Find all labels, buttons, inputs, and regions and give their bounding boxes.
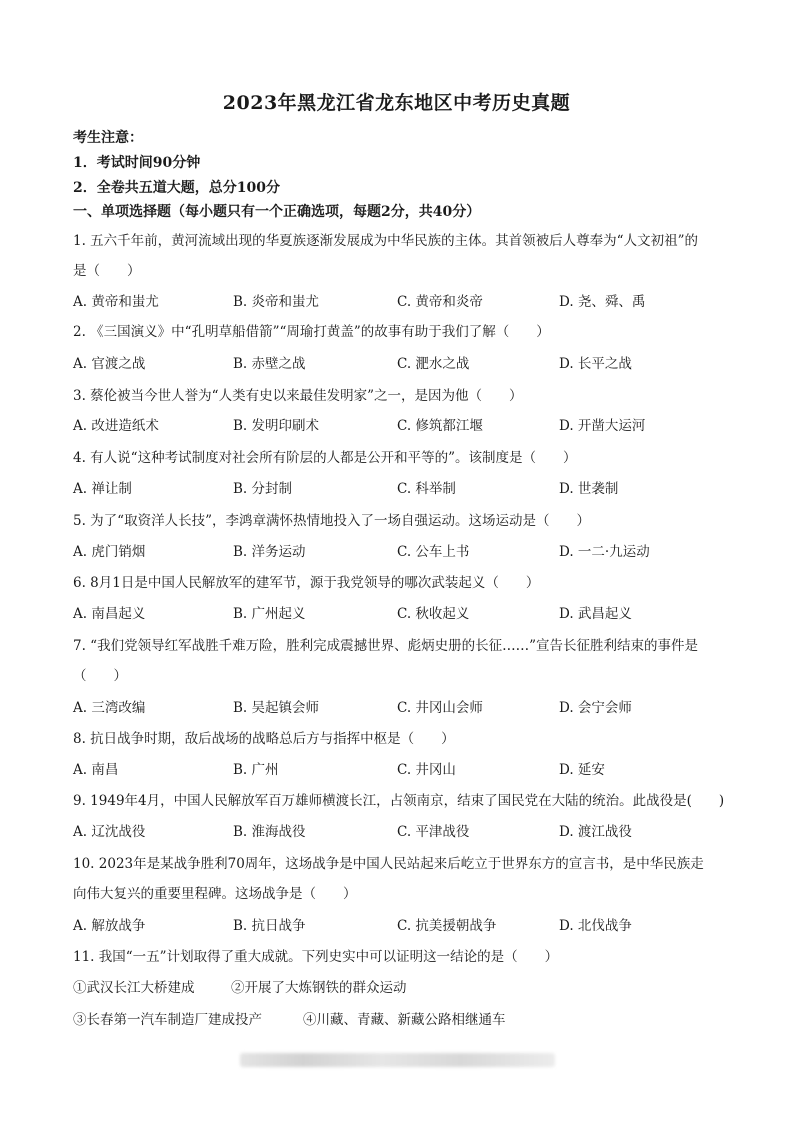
option-b: B. 吴起镇会师 <box>233 700 320 716</box>
option-d: D. 一二·九运动 <box>559 544 650 560</box>
question-1-stem-line1: 1. 五六千年前，黄河流域出现的华夏族逐渐发展成为中华民族的主体。其首领被后人尊奉为“人文初祖”的 <box>73 233 698 249</box>
option-a: A. 解放战争 <box>73 918 146 934</box>
option-a: A. 南昌 <box>73 762 119 778</box>
blurred-watermark <box>240 1053 555 1067</box>
statement-4: ④川藏、青藏、新藏公路相继通车 <box>303 1012 506 1028</box>
question-10-stem-line1: 10. 2023年是某战争胜利70周年，这场战争是中国人民站起来后屹立于世界东方的宣言书，是中华民族走 <box>73 856 704 872</box>
option-d: D. 会宁会师 <box>559 700 632 716</box>
statement-1: ①武汉长江大桥建成 <box>73 980 195 996</box>
option-c: C. 修筑都江堰 <box>397 418 483 434</box>
notice-item-time: 1．考试时间90分钟 <box>73 155 201 171</box>
option-d: D. 渡江战役 <box>559 824 632 840</box>
option-b: B. 抗日战争 <box>233 918 306 934</box>
option-b: B. 广州 <box>233 762 279 778</box>
option-c: C. 黄帝和炎帝 <box>397 294 483 310</box>
notice-item-score: 2．全卷共五道大题，总分100分 <box>73 180 280 196</box>
option-b: B. 炎帝和蚩尤 <box>233 294 320 310</box>
question-7-stem-line2: （ ） <box>73 668 127 684</box>
option-b: B. 洋务运动 <box>233 544 306 560</box>
option-a: A. 官渡之战 <box>73 356 146 372</box>
question-5-options <box>73 540 733 560</box>
option-b: B. 淮海战役 <box>233 824 306 840</box>
option-c: C. 淝水之战 <box>397 356 470 372</box>
statement-3: ③长春第一汽车制造厂建成投产 <box>73 1012 262 1028</box>
option-a: A. 三湾改编 <box>73 700 146 716</box>
question-1-stem-line2: 是（ ） <box>73 263 141 279</box>
option-a: A. 虎门销烟 <box>73 544 146 560</box>
question-2-stem: 2. 《三国演义》中“孔明草船借箭”“周瑜打黄盖”的故事有助于我们了解（ ） <box>73 324 550 340</box>
question-11-stem: 11. 我国“一五”计划取得了重大成就。下列史实中可以证明这一结论的是（ ） <box>73 949 559 965</box>
option-c: C. 公车上书 <box>397 544 470 560</box>
question-10-stem-line2: 向伟大复兴的重要里程碑。这场战争是（ ） <box>73 886 357 902</box>
statement-2: ②开展了大炼钢铁的群众运动 <box>231 980 407 996</box>
option-c: C. 抗美援朝战争 <box>397 918 497 934</box>
question-9-stem: 9. 1949年4月，中国人民解放军百万雄师横渡长江，占领南京，结束了国民党在大陆的统治。此战役是( ) <box>73 793 725 809</box>
option-b: B. 赤壁之战 <box>233 356 306 372</box>
option-d: D. 武昌起义 <box>559 606 632 622</box>
question-2-options <box>73 352 733 372</box>
option-a: A. 禅让制 <box>73 481 132 497</box>
option-c: C. 井冈山会师 <box>397 700 483 716</box>
question-8-options <box>73 758 733 778</box>
option-d: D. 尧、舜、禹 <box>559 294 646 310</box>
option-d: D. 北伐战争 <box>559 918 632 934</box>
page-title: 2023年黑龙江省龙东地区中考历史真题 <box>222 92 571 114</box>
option-c: C. 秋收起义 <box>397 606 470 622</box>
question-9-options <box>73 820 733 840</box>
option-d: D. 世袭制 <box>559 481 619 497</box>
question-1-options <box>73 290 733 310</box>
option-b: B. 广州起义 <box>233 606 306 622</box>
question-6-stem: 6. 8月1日是中国人民解放军的建军节，源于我党领导的哪次武装起义（ ） <box>73 575 540 591</box>
option-b: B. 分封制 <box>233 481 293 497</box>
option-d: D. 长平之战 <box>559 356 632 372</box>
option-c: C. 井冈山 <box>397 762 456 778</box>
question-4-stem: 4. 有人说“这种考试制度对社会所有阶层的人都是公开和平等的”。该制度是（ ） <box>73 450 577 466</box>
option-b: B. 发明印刷术 <box>233 418 320 434</box>
option-d: D. 延安 <box>559 762 605 778</box>
section-heading: 一、单项选择题（每小题只有一个正确选项，每题2分，共40分） <box>73 204 481 220</box>
question-3-options <box>73 414 733 434</box>
question-10-options <box>73 914 733 934</box>
question-8-stem: 8. 抗日战争时期，敌后战场的战略总后方与指挥中枢是（ ） <box>73 731 455 747</box>
question-4-options <box>73 477 733 497</box>
option-a: A. 辽沈战役 <box>73 824 146 840</box>
question-3-stem: 3. 蔡伦被当今世人誉为“人类有史以来最佳发明家”之一，是因为他（ ） <box>73 388 523 404</box>
option-c: C. 平津战役 <box>397 824 470 840</box>
question-7-options <box>73 696 733 716</box>
option-a: A. 改进造纸术 <box>73 418 159 434</box>
question-7-stem-line1: 7. “我们党领导红军战胜千难万险，胜利完成震撼世界、彪炳史册的长征……”宣告长征胜利结束的事件是 <box>73 638 698 654</box>
option-d: D. 开凿大运河 <box>559 418 646 434</box>
question-6-options <box>73 602 733 622</box>
option-c: C. 科举制 <box>397 481 456 497</box>
option-a: A. 南昌起义 <box>73 606 146 622</box>
question-5-stem: 5. 为了“取资洋人长技”，李鸿章满怀热情地投入了一场自强运动。这场运动是（ ） <box>73 513 590 529</box>
option-a: A. 黄帝和蚩尤 <box>73 294 159 310</box>
notice-heading: 考生注意： <box>73 130 143 146</box>
